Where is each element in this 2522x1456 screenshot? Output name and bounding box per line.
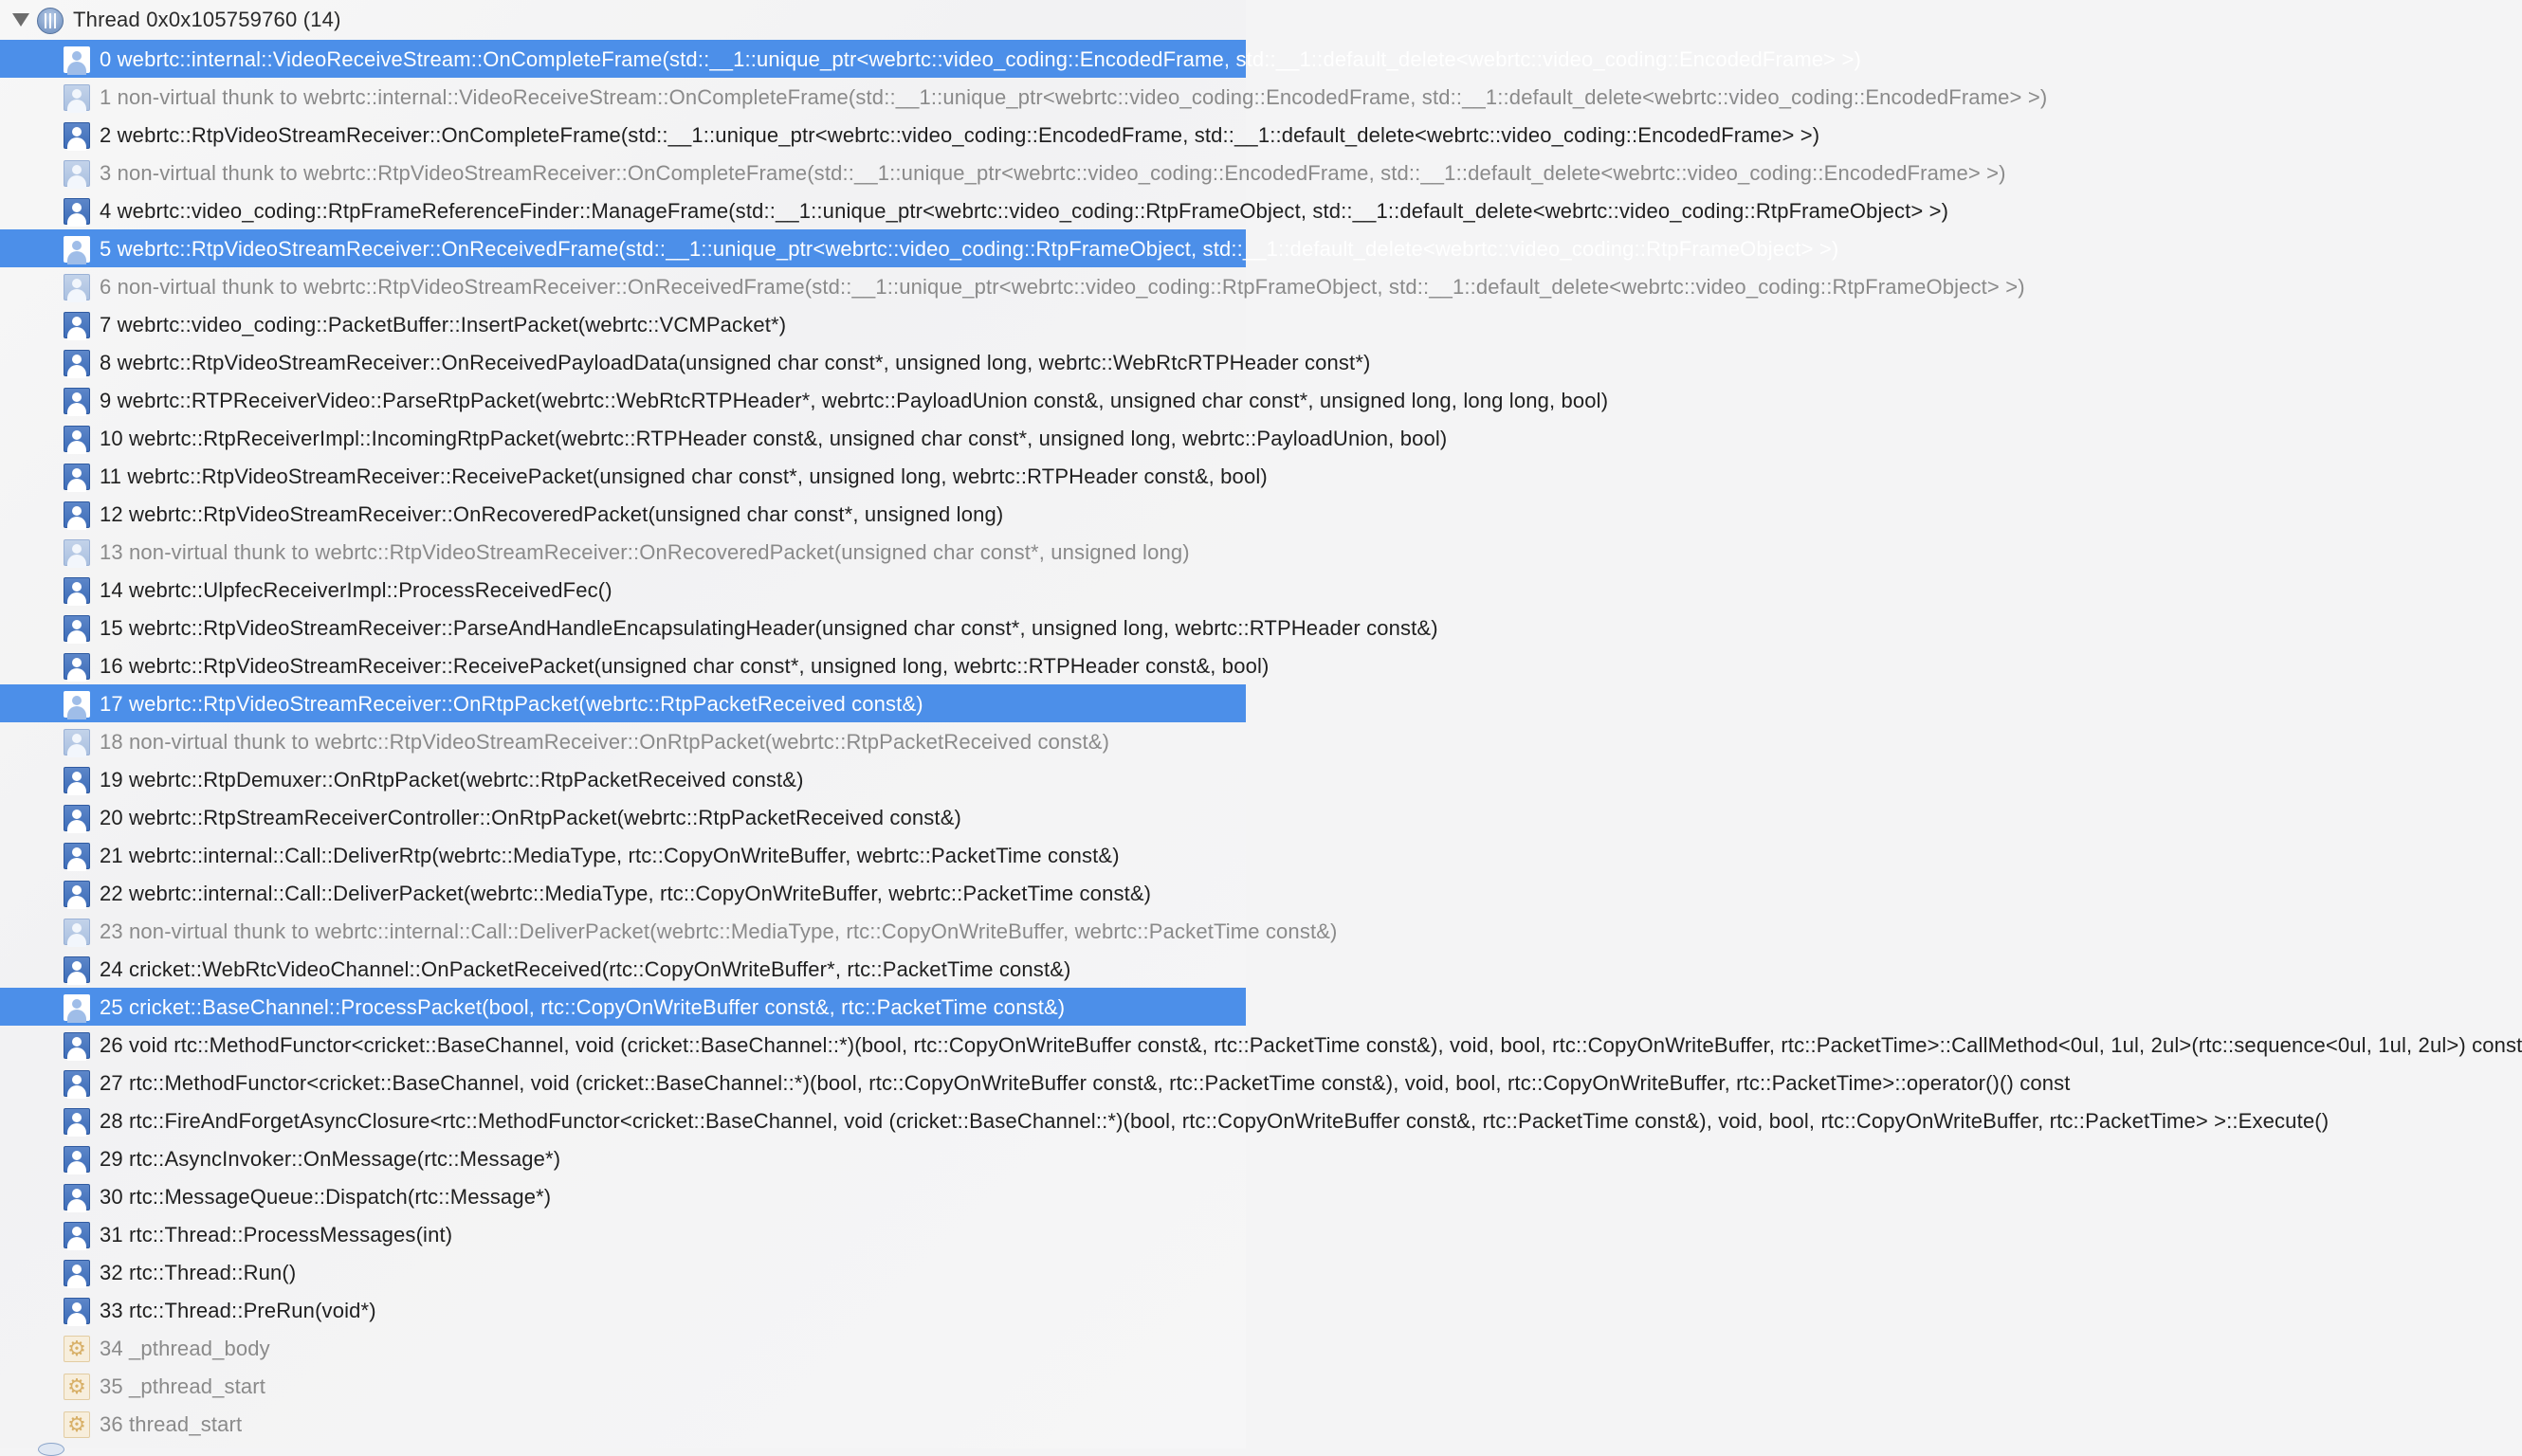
stack-frame-label: 7 webrtc::video_coding::PacketBuffer::InsertPacket(webrtc::VCMPacket*) bbox=[100, 313, 787, 337]
stack-frame-row[interactable] bbox=[0, 1367, 1246, 1405]
stack-frame-label: 28 rtc::FireAndForgetAsyncClosure<rtc::MethodFunctor<cricket::BaseChannel, void (cricket::BaseChannel::*)(bool, rtc::CopyOnWriteBuffer const&, rtc::PacketTime const&), void, bool, rtc::CopyOnWriteBuffer, rtc::PacketTime> >::Execute() bbox=[100, 1109, 2330, 1133]
stack-frame-row[interactable] bbox=[0, 722, 1246, 760]
stack-frame-label: 24 cricket::WebRtcVideoChannel::OnPacketReceived(rtc::CopyOnWriteBuffer*, rtc::PacketTime const&) bbox=[100, 957, 1071, 981]
stack-frame-label: 13 non-virtual thunk to webrtc::RtpVideoStreamReceiver::OnRecoveredPacket(unsigned char const*, unsigned long) bbox=[100, 540, 1190, 564]
stack-frame-label: 21 webrtc::internal::Call::DeliverRtp(webrtc::MediaType, rtc::CopyOnWriteBuffer, webrtc::PacketTime const&) bbox=[100, 844, 1120, 867]
user-frame-icon bbox=[64, 1222, 90, 1248]
user-frame-icon bbox=[64, 1032, 90, 1059]
stack-frame-label: 30 rtc::MessageQueue::Dispatch(rtc::Message*) bbox=[100, 1185, 552, 1209]
stack-frame-row[interactable] bbox=[0, 609, 1438, 646]
user-frame-icon bbox=[64, 274, 90, 300]
stack-frame-row[interactable] bbox=[0, 343, 1371, 381]
stack-frame-label: 18 non-virtual thunk to webrtc::RtpVideoStreamReceiver::OnRtpPacket(webrtc::RtpPacketReceived const&) bbox=[100, 730, 1110, 754]
stack-frame-label: 27 rtc::MethodFunctor<cricket::BaseChannel, void (cricket::BaseChannel::*)(bool, rtc::CopyOnWriteBuffer const&, rtc::PacketTime const&), void, bool, rtc::CopyOnWriteBuffer, rtc::PacketTime>::operator()() const bbox=[100, 1071, 2071, 1095]
stack-frame-label: 12 webrtc::RtpVideoStreamReceiver::OnRecoveredPacket(unsigned char const*, unsigned long) bbox=[100, 502, 1004, 526]
user-frame-icon bbox=[64, 501, 90, 528]
user-frame-icon bbox=[64, 388, 90, 414]
stack-frame-row[interactable] bbox=[0, 229, 1839, 267]
stack-frame-label: 33 rtc::Thread::PreRun(void*) bbox=[100, 1299, 376, 1322]
stack-frame-row[interactable] bbox=[0, 1215, 1246, 1253]
stack-frame-label: 2 webrtc::RtpVideoStreamReceiver::OnCompleteFrame(std::__1::unique_ptr<webrtc::video_coding::EncodedFrame, std::__1::default_delete<webrtc::video_coding::EncodedFrame> >) bbox=[100, 123, 1820, 147]
stack-frame-row[interactable] bbox=[0, 646, 1270, 684]
stack-frame-row[interactable] bbox=[0, 950, 1246, 988]
thread-title: Thread 0x0x105759760 (14) bbox=[73, 8, 341, 31]
user-frame-icon bbox=[64, 691, 90, 718]
stack-frame-row[interactable] bbox=[0, 457, 1268, 495]
stack-frame-label: 3 non-virtual thunk to webrtc::RtpVideoStreamReceiver::OnCompleteFrame(std::__1::unique_ptr<webrtc::video_coding::EncodedFrame, std::__1::default_delete<webrtc::video_coding::EncodedFrame> >) bbox=[100, 161, 2006, 185]
stack-frame-label: 8 webrtc::RtpVideoStreamReceiver::OnReceivedPayloadData(unsigned char const*, unsigned long, webrtc::WebRtcRTPHeader const*) bbox=[100, 351, 1371, 374]
user-frame-icon bbox=[64, 653, 90, 680]
stack-frame-row[interactable] bbox=[0, 1405, 1246, 1443]
user-frame-icon bbox=[64, 729, 90, 755]
stack-frame-label: 4 webrtc::video_coding::RtpFrameReferenceFinder::ManageFrame(std::__1::unique_ptr<webrtc::video_coding::RtpFrameObject, std::__1::default_delete<webrtc::video_coding::RtpFrameObject> >) bbox=[100, 199, 1949, 223]
stack-frame-label: 19 webrtc::RtpDemuxer::OnRtpPacket(webrtc::RtpPacketReceived const&) bbox=[100, 768, 804, 792]
user-frame-icon bbox=[64, 122, 90, 149]
stack-frame-row[interactable] bbox=[0, 40, 1861, 78]
user-frame-icon bbox=[64, 577, 90, 604]
stack-frame-row[interactable] bbox=[0, 1329, 1246, 1367]
stack-frame-label: 22 webrtc::internal::Call::DeliverPacket(webrtc::MediaType, rtc::CopyOnWriteBuffer, webrtc::PacketTime const&) bbox=[100, 882, 1152, 905]
stack-frame-row[interactable] bbox=[0, 1026, 2522, 1064]
user-frame-icon bbox=[64, 1184, 90, 1210]
user-frame-icon bbox=[64, 1298, 90, 1324]
stack-frame-row[interactable] bbox=[0, 874, 1246, 912]
user-frame-icon bbox=[64, 1070, 90, 1097]
stack-frame-label: 36 thread_start bbox=[100, 1412, 243, 1436]
user-frame-icon bbox=[64, 312, 90, 338]
stack-frame-label: 10 webrtc::RtpReceiverImpl::IncomingRtpPacket(webrtc::RTPHeader const&, unsigned char const*, unsigned long, webrtc::PayloadUnion, bool) bbox=[100, 427, 1448, 450]
stack-frame-row[interactable] bbox=[0, 154, 2006, 191]
user-frame-icon bbox=[64, 1108, 90, 1135]
stack-frame-row[interactable] bbox=[0, 684, 1246, 722]
thread-row[interactable] bbox=[0, 0, 1246, 40]
user-frame-icon bbox=[64, 160, 90, 187]
system-frame-gear-icon: ⚙ bbox=[64, 1374, 90, 1400]
stack-frame-label: 23 non-virtual thunk to webrtc::internal::Call::DeliverPacket(webrtc::MediaType, rtc::CopyOnWriteBuffer, webrtc::PacketTime const&) bbox=[100, 919, 1338, 943]
stack-frame-label: 16 webrtc::RtpVideoStreamReceiver::ReceivePacket(unsigned char const*, unsigned long, webrtc::RTPHeader const&, bool) bbox=[100, 654, 1270, 678]
stack-frame-label: 25 cricket::BaseChannel::ProcessPacket(bool, rtc::CopyOnWriteBuffer const&, rtc::PacketTime const&) bbox=[100, 995, 1066, 1019]
stack-frame-row[interactable] bbox=[0, 571, 1246, 609]
stack-frame-row[interactable] bbox=[0, 495, 1246, 533]
stack-frame-row[interactable] bbox=[0, 798, 1246, 836]
stack-frame-label: 29 rtc::AsyncInvoker::OnMessage(rtc::Message*) bbox=[100, 1147, 561, 1171]
user-frame-icon bbox=[64, 198, 90, 225]
stack-frame-label: 20 webrtc::RtpStreamReceiverController::OnRtpPacket(webrtc::RtpPacketReceived const&) bbox=[100, 806, 961, 829]
stack-frame-label: 0 webrtc::internal::VideoReceiveStream::OnCompleteFrame(std::__1::unique_ptr<webrtc::video_coding::EncodedFrame, std::__1::default_delete<webrtc::video_coding::EncodedFrame> >) bbox=[100, 47, 1861, 71]
stack-frame-row[interactable] bbox=[0, 1064, 2071, 1101]
user-frame-icon bbox=[64, 539, 90, 566]
stack-frame-label: 14 webrtc::UlpfecReceiverImpl::ProcessReceivedFec() bbox=[100, 578, 612, 602]
stack-frame-label: 17 webrtc::RtpVideoStreamReceiver::OnRtpPacket(webrtc::RtpPacketReceived const&) bbox=[100, 692, 923, 716]
user-frame-icon bbox=[64, 1260, 90, 1286]
system-frame-gear-icon: ⚙ bbox=[64, 1336, 90, 1362]
user-frame-icon bbox=[64, 464, 90, 490]
system-frame-gear-icon: ⚙ bbox=[64, 1411, 90, 1438]
stack-frame-row[interactable] bbox=[0, 988, 1246, 1026]
stack-frame-row[interactable] bbox=[0, 191, 1949, 229]
user-frame-icon bbox=[64, 426, 90, 452]
user-frame-icon bbox=[64, 767, 90, 793]
stack-frame-label: 6 non-virtual thunk to webrtc::RtpVideoStreamReceiver::OnReceivedFrame(std::__1::unique_ptr<webrtc::video_coding::RtpFrameObject, std::__1::default_delete<webrtc::video_coding::RtpFrameObject> >) bbox=[100, 275, 2025, 299]
user-frame-icon bbox=[64, 994, 90, 1021]
stack-frame-row[interactable] bbox=[0, 533, 1246, 571]
stack-frame-label: 31 rtc::Thread::ProcessMessages(int) bbox=[100, 1223, 453, 1247]
stack-frame-list bbox=[0, 40, 2522, 1443]
stack-frame-label: 9 webrtc::RTPReceiverVideo::ParseRtpPacket(webrtc::WebRtcRTPHeader*, webrtc::PayloadUnion const&, unsigned char const*, unsigned long, long long, bool) bbox=[100, 389, 1609, 412]
user-frame-icon bbox=[64, 236, 90, 263]
user-frame-icon bbox=[64, 805, 90, 831]
stack-frame-label: 35 _pthread_start bbox=[100, 1374, 266, 1398]
stack-frame-row[interactable] bbox=[0, 1101, 2330, 1139]
stack-frame-row[interactable] bbox=[0, 381, 1609, 419]
user-frame-icon bbox=[64, 919, 90, 945]
user-frame-icon bbox=[64, 881, 90, 907]
stack-frame-row[interactable] bbox=[0, 1139, 1246, 1177]
stack-frame-row[interactable] bbox=[0, 305, 1246, 343]
stack-frame-label: 11 webrtc::RtpVideoStreamReceiver::ReceivePacket(unsigned char const*, unsigned long, webrtc::RTPHeader const&, bool) bbox=[100, 464, 1268, 488]
stack-frame-row[interactable] bbox=[0, 1253, 1246, 1291]
stack-frame-row[interactable] bbox=[0, 78, 2048, 116]
stack-frame-row[interactable] bbox=[0, 1177, 1246, 1215]
thread-icon bbox=[37, 8, 64, 34]
stack-frame-row[interactable] bbox=[0, 267, 2025, 305]
user-frame-icon bbox=[64, 956, 90, 983]
disclosure-triangle-down-icon[interactable] bbox=[12, 13, 29, 27]
user-frame-icon bbox=[64, 84, 90, 111]
user-frame-icon bbox=[64, 1146, 90, 1173]
stack-frame-label: 34 _pthread_body bbox=[100, 1337, 270, 1360]
stack-frame-row[interactable] bbox=[0, 419, 1448, 457]
stack-frame-row[interactable] bbox=[0, 912, 1338, 950]
user-frame-icon bbox=[64, 843, 90, 869]
user-frame-icon bbox=[64, 350, 90, 376]
stack-frame-label: 26 void rtc::MethodFunctor<cricket::BaseChannel, void (cricket::BaseChannel::*)(bool, rtc::CopyOnWriteBuffer const&, rtc::PacketTime const&), void, bool, rtc::CopyOnWriteBuffer, rtc::PacketTime>::CallMethod<0ul, 1ul, 2ul>(rtc::sequence<0ul, 1ul, 2ul>) const bbox=[100, 1033, 2522, 1057]
stack-frame-row[interactable] bbox=[0, 116, 1820, 154]
user-frame-icon bbox=[64, 46, 90, 73]
stack-frame-row[interactable] bbox=[0, 836, 1246, 874]
stack-frame-row[interactable] bbox=[0, 760, 1246, 798]
next-thread-icon bbox=[38, 1443, 64, 1456]
stack-frame-label: 15 webrtc::RtpVideoStreamReceiver::ParseAndHandleEncapsulatingHeader(unsigned char const*, unsigned long, webrtc::RTPHeader const&) bbox=[100, 616, 1438, 640]
stack-frame-label: 5 webrtc::RtpVideoStreamReceiver::OnReceivedFrame(std::__1::unique_ptr<webrtc::video_coding::RtpFrameObject, std::__1::default_delete<webrtc::video_coding::RtpFrameObject> >) bbox=[100, 237, 1839, 261]
stack-frame-label: 1 non-virtual thunk to webrtc::internal::VideoReceiveStream::OnCompleteFrame(std::__1::unique_ptr<webrtc::video_coding::EncodedFrame, std::__1::default_delete<webrtc::video_coding::EncodedFrame> >) bbox=[100, 85, 2048, 109]
stack-frame-label: 32 rtc::Thread::Run() bbox=[100, 1261, 297, 1284]
stack-frame-row[interactable] bbox=[0, 1291, 1246, 1329]
user-frame-icon bbox=[64, 615, 90, 642]
